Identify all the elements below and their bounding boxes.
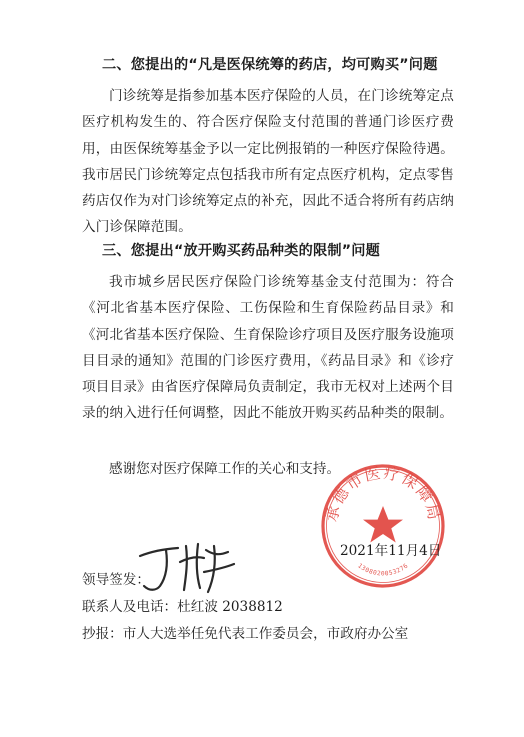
cc-line: 抄报：市人大选举任免代表工作委员会，市政府办公室 xyxy=(82,626,409,642)
star-icon xyxy=(363,506,403,543)
section-2-paragraph: 门诊统筹是指参加基本医疗保险的人员，在门诊统筹定点医疗机构发生的、符合医疗保险支付范围的普通门诊医疗费用，由医保统筹基金予以一定比例报销的一种医疗保险待遇。我市居民门诊统筹定点包括我市所有定点医疗机构，定点零售药店仅作为对门诊统筹定点的补充，因此不适合将所有药店纳入门诊保障范围。 xyxy=(82,88,454,236)
leader-sign-label: 领导签发： xyxy=(82,572,150,588)
closing-thanks: 感谢您对医疗保障工作的关心和支持。 xyxy=(109,461,341,477)
official-seal xyxy=(319,462,447,590)
section-3-paragraph: 我市城乡居民医疗保险门诊统筹基金支付范围为：符合《河北省基本医疗保险、工伤保险和生育保险药品目录》和《河北省基本医疗保险、生育保险诊疗项目及医疗服务设施项目目录的通知》范围的门诊医疗费用，《药品目录》和《诊疗项目目录》由省医疗保障局负责制定，我市无权对上述两个目录的纳入进行任何调整，因此不能放开购买药品种类的限制。 xyxy=(82,274,454,422)
svg-text:1308020053276: 1308020053276 xyxy=(356,562,410,578)
contact-line: 联系人及电话：杜红波 2038812 xyxy=(82,599,283,615)
section-2-heading: 二、您提出的“凡是医保统筹的药店，均可购买”问题 xyxy=(102,57,438,73)
svg-text:承德市医疗保障局: 承德市医疗保障局 xyxy=(322,464,444,524)
issue-date: 2021年11月4日 xyxy=(340,543,442,559)
leader-signature xyxy=(134,536,244,596)
section-3-heading: 三、您提出“放开购买药品种类的限制”问题 xyxy=(102,243,381,259)
